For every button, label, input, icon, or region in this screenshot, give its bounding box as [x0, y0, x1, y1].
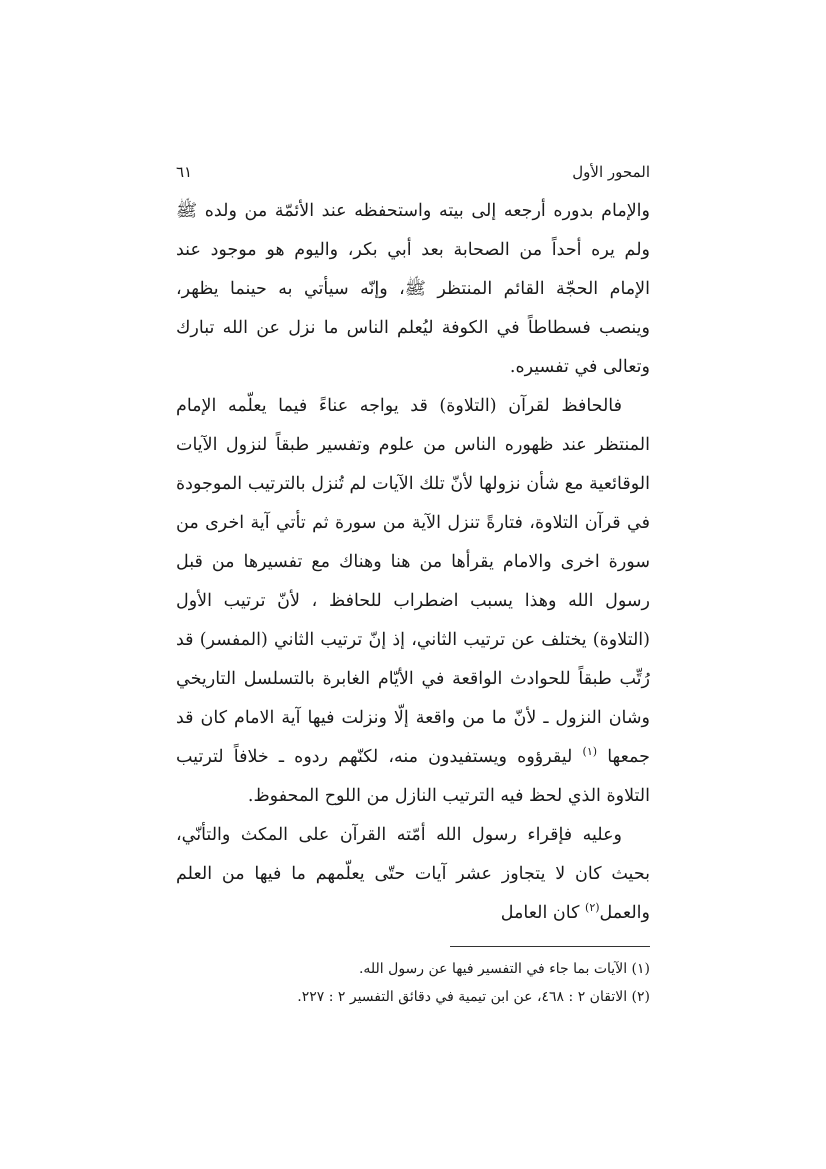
paragraph-3-text-end: كان العامل [500, 903, 580, 923]
page-number: ٦١ [176, 163, 193, 181]
footnote-mark-1: (١) [582, 745, 598, 759]
footnote-2: (٢) الاتقان ٢ : ٤٦٨، عن ابن تيمية في دقائق التفسير ٢ : ٢٢٧. [297, 989, 650, 1005]
footnote-mark-2: (٢) [585, 901, 600, 915]
paragraph-2 [176, 387, 650, 816]
paragraph-3-text: وعليه فإقراء رسول الله أمّته القرآن على المكث والتأنّي، بحيث كان لا يتجاوز عشر آيات حتّى يعلّمهم ما فيها من العلم والعمل [176, 825, 650, 923]
paragraph-2-text: فالحافظ لقرآن (التلاوة) قد يواجه عناءً فيما يعلّمه الإمام المنتظر عند ظهوره الناس من علوم وتفسير طبقاً لنزول الآيات الوقائعية مع شأن نزولها لأنّ تلك الآيات لم تُنزل بالترتيب الموجودة في قرآن التلاوة، فتارةً تنزل الآية من سورة ثم تأتي آية اخرى من سورة اخرى والامام يقرأها من هنا وهناك مع تفسيرها من قبل رسول الله وهذا يسبب اضطراب للحافظ ، لأنّ ترتيب الأول (التلاوة) يختلف عن ترتيب الثاني، إذ إنّ ترتيب الثاني (المفسر) قد رُتِّب طبقاً للحوادث الواقعة في الأيّام الغابرة بالتسلسل التاريخي وشان النزول ـ لأنّ ما من واقعة إلّا ونزلت فيها آية الامام كان قد جمعها [176, 396, 650, 767]
footnote-divider [450, 946, 650, 947]
paragraph-1: والإمام بدوره أرجعه إلى بيته واستحفظه عند الأئمّة من ولده ﷺ ولم يره أحداً من الصحابة بعد أبي بكر، واليوم هو موجود عند الإمام الحجّة القائم المنتظر ﷺ، وإنّه سيأتي به حينما يظهر، وينصب فسطاطاً في الكوفة ليُعلم الناس ما نزل عن الله تبارك وتعالى في تفسيره. [176, 201, 650, 377]
footnote-1: (١) الآيات بما جاء في التفسير فيها عن رسول الله. [358, 961, 650, 977]
footnotes [176, 955, 650, 1011]
paragraph-3 [176, 816, 650, 933]
paragraph-2-text-end: ليقرؤوه ويستفيدون منه، لكنّهم ردوه ـ خلافاً لترتيب التلاوة الذي لحظ فيه الترتيب النازل من اللوح المحفوظ. [176, 747, 650, 806]
book-page [176, 160, 650, 1011]
main-text [176, 192, 650, 933]
running-header [176, 160, 650, 184]
chapter-title: المحور الأول [572, 163, 650, 181]
